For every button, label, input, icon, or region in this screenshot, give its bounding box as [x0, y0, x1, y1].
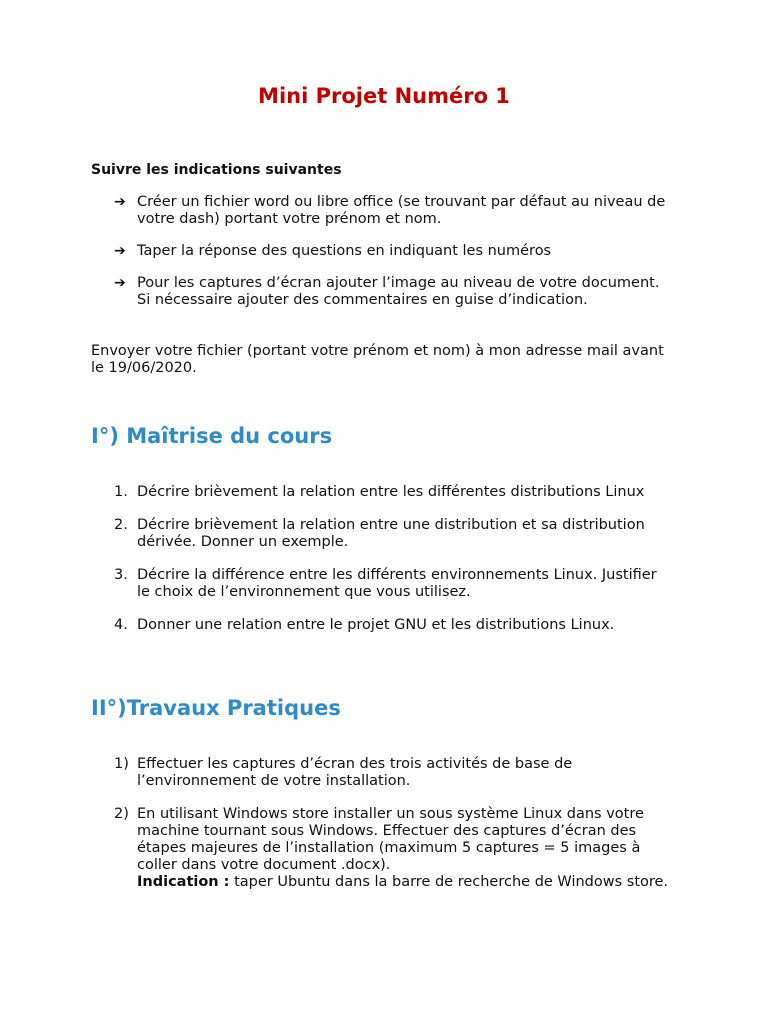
instruction-text: Créer un fichier word ou libre office (se trouvant par défaut au niveau de votre dash) portant votre prénom et nom. — [137, 194, 666, 227]
list-item — [114, 617, 674, 634]
send-note: Envoyer votre fichier (portant votre prénom et nom) à mon adresse mail avant le 19/06/2020. — [91, 343, 664, 376]
list-item — [114, 567, 674, 601]
course-question-list — [114, 484, 674, 650]
section-title-course: I°) Maîtrise du cours — [91, 424, 333, 448]
instruction-text: Pour les captures d’écran ajouter l’image au niveau de votre document. Si nécessaire ajouter des commentaires en guise d’indication. — [137, 275, 660, 308]
list-item — [114, 484, 674, 501]
list-item — [114, 517, 674, 551]
item-number: 1. — [114, 484, 128, 500]
item-number: 4. — [114, 617, 128, 633]
document-title: Mini Projet Numéro 1 — [258, 84, 510, 108]
section-title-practical: II°)Travaux Pratiques — [91, 696, 341, 720]
indication-text: taper Ubuntu dans la barre de recherche de Windows store. — [229, 874, 669, 890]
item-number: 1) — [114, 756, 129, 772]
task-text: En utilisant Windows store installer un sous système Linux dans votre machine tournant sous Windows. Effectuer des captures d’écran des étapes majeures de l’installation (maximum 5 captures = 5 images à coller dans votre document .docx). — [137, 806, 644, 873]
list-item — [114, 275, 674, 309]
list-item — [114, 194, 674, 228]
intro-heading: Suivre les indications suivantes — [91, 162, 342, 178]
question-text: Décrire la différence entre les différents environnements Linux. Justifier le choix de l’environnement que vous utilisez. — [137, 567, 657, 600]
list-item — [114, 806, 674, 891]
instruction-list — [114, 194, 674, 324]
task-text: Effectuer les captures d’écran des trois activités de base de l’environnement de votre installation. — [137, 756, 573, 789]
item-number: 2. — [114, 517, 128, 533]
arrow-right-icon: ➔ — [114, 275, 126, 291]
question-text: Décrire brièvement la relation entre une distribution et sa distribution dérivée. Donner un exemple. — [137, 517, 645, 550]
item-number: 3. — [114, 567, 128, 583]
task-body — [137, 806, 674, 891]
item-number: 2) — [114, 806, 129, 822]
instruction-text: Taper la réponse des questions en indiquant les numéros — [137, 243, 552, 259]
arrow-right-icon: ➔ — [114, 194, 126, 210]
list-item — [114, 756, 674, 790]
practical-task-list — [114, 756, 674, 907]
question-text: Décrire brièvement la relation entre les différentes distributions Linux — [137, 484, 645, 500]
indication-label: Indication : — [137, 874, 230, 890]
question-text: Donner une relation entre le projet GNU et les distributions Linux. — [137, 617, 615, 633]
list-item — [114, 243, 674, 260]
arrow-right-icon: ➔ — [114, 243, 126, 259]
